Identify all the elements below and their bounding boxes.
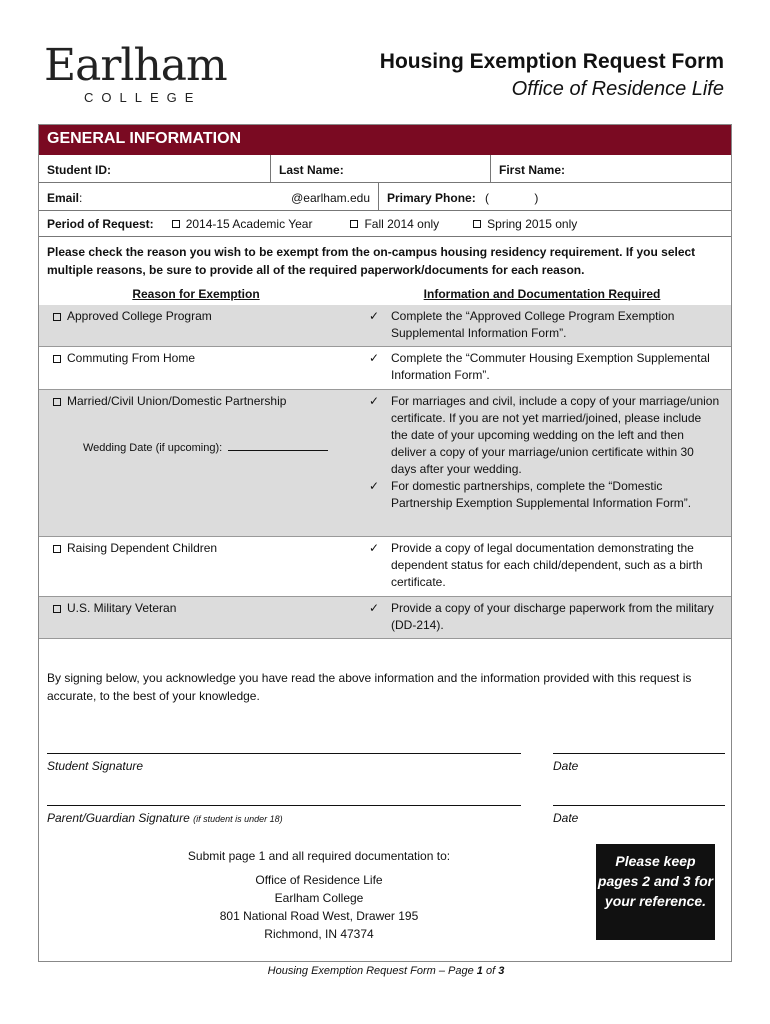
reason-row-married <box>39 390 731 537</box>
wedding-date-field[interactable] <box>83 440 345 457</box>
acknowledgement-text: By signing below, you acknowledge you have read the above information and the information provided with this request is accurate, to the best of your knowledge. <box>47 671 692 703</box>
phone-close-paren: ) <box>534 191 539 205</box>
phone-open-paren: ( <box>485 191 490 205</box>
checkbox-commuting[interactable] <box>53 355 61 363</box>
reason-row-commuting <box>39 347 731 390</box>
instructions: Please check the reason you wish to be exempt from the on-campus housing residency requirement. If you select multiple reasons, be sure to provide all of the required paperwork/documents for each reason. <box>47 245 696 277</box>
col-reason-header: Reason for Exemption <box>132 287 260 301</box>
period-of-request-row <box>39 211 731 237</box>
form-frame <box>38 124 732 977</box>
checkbox-married[interactable] <box>53 398 61 406</box>
checkmark-icon: ✓ <box>369 394 380 408</box>
info-text: Provide a copy of legal documentation demonstrating the dependent status for each child/dependent, such as a birth certificate. <box>391 541 703 589</box>
info-text: For domestic partnerships, complete the “Domestic Partnership Exemption Supplemental Information Form”. <box>391 479 692 510</box>
logo-wordmark: Earlham <box>44 40 227 91</box>
email-phone-row <box>39 183 731 211</box>
keep-pages-note: Please keep pages 2 and 3 for your reference. <box>596 844 715 940</box>
parent-signature-note: (if student is under 18) <box>193 814 283 824</box>
checkbox-spring-2015[interactable] <box>473 220 481 228</box>
info-text: Provide a copy of your discharge paperwork from the military (DD-214). <box>391 601 714 632</box>
checkmark-icon: ✓ <box>369 601 380 615</box>
info-text: Complete the “Approved College Program Exemption Supplemental Information Form”. <box>391 309 675 340</box>
id-name-row <box>39 155 731 183</box>
checkbox-dependent-children[interactable] <box>53 545 61 553</box>
student-id-label: Student ID: <box>47 163 111 177</box>
title-block <box>380 50 724 101</box>
col-info-header: Information and Documentation Required <box>423 287 661 301</box>
student-signature-line[interactable] <box>47 753 521 754</box>
table-header <box>39 285 731 305</box>
last-name-label: Last Name: <box>279 163 344 177</box>
form-title: Housing Exemption Request Form <box>379 50 724 73</box>
reason-row-dependent-children <box>39 537 731 597</box>
student-date-label: Date <box>553 759 579 773</box>
last-name-field[interactable] <box>271 155 491 182</box>
reason-label: U.S. Military Veteran <box>67 601 177 615</box>
section-general-information: GENERAL INFORMATION <box>39 125 731 155</box>
student-date-line[interactable] <box>553 753 725 754</box>
checkmark-icon: ✓ <box>369 309 380 323</box>
checkmark-icon: ✓ <box>369 479 380 493</box>
option-academic-year: 2014-15 Academic Year <box>185 216 313 231</box>
form-subtitle: Office of Residence Life <box>511 78 724 100</box>
reason-row-approved-program <box>39 305 731 347</box>
earlham-logo <box>44 40 227 105</box>
email-field[interactable]: Email: @earlham.edu <box>39 183 379 210</box>
checkbox-academic-year[interactable] <box>172 220 180 228</box>
checkmark-icon: ✓ <box>369 541 380 555</box>
first-name-label: First Name: <box>499 163 566 177</box>
phone-label: Primary Phone: <box>387 191 476 205</box>
reason-row-military-veteran <box>39 597 731 639</box>
email-label: Email <box>47 191 80 205</box>
student-signature-label: Student Signature <box>47 759 144 773</box>
reason-label: Commuting From Home <box>67 351 196 365</box>
info-text: Complete the “Commuter Housing Exemption Supplemental Information Form”. <box>391 351 710 382</box>
page-footer: Housing Exemption Request Form – Page 1 of 3 <box>267 965 505 977</box>
checkbox-fall-2014[interactable] <box>350 220 358 228</box>
email-domain: @earlham.edu <box>291 191 370 205</box>
reason-label: Approved College Program <box>67 309 212 323</box>
wedding-date-label: Wedding Date (if upcoming): <box>83 442 223 454</box>
student-id-field[interactable] <box>39 155 271 182</box>
parent-date-line[interactable] <box>553 805 725 806</box>
submit-intro: Submit page 1 and all required documentation to: <box>187 849 451 863</box>
reason-label: Raising Dependent Children <box>67 541 218 555</box>
parent-signature-label: Parent/Guardian Signature (if student is under 18) <box>47 811 283 825</box>
checkmark-icon: ✓ <box>369 351 380 365</box>
wedding-date-line <box>228 450 328 451</box>
first-name-field[interactable] <box>491 155 731 182</box>
info-text: For marriages and civil, include a copy of your marriage/union certificate. If you are not yet married/joined, please include the date of your upcoming wedding on the left and then deliver a copy of your marriage/union certificate within 30 days after your wedding. <box>391 394 720 476</box>
period-label: Period of Request: <box>47 216 154 231</box>
checkbox-approved-program[interactable] <box>53 313 61 321</box>
parent-date-label: Date <box>553 811 579 825</box>
option-fall-2014: Fall 2014 only <box>364 216 440 231</box>
parent-signature-line[interactable] <box>47 805 521 806</box>
option-spring-2015: Spring 2015 only <box>487 216 578 231</box>
logo-college: COLLEGE <box>84 90 202 105</box>
reason-label: Married/Civil Union/Domestic Partnership <box>67 394 287 408</box>
mailing-address: Office of Residence Life Earlham College 801 National Road West, Drawer 195 Richmond, IN 47374 <box>219 873 419 941</box>
checkbox-military-veteran[interactable] <box>53 605 61 613</box>
submit-instructions <box>169 847 469 943</box>
primary-phone-field[interactable] <box>379 183 731 210</box>
